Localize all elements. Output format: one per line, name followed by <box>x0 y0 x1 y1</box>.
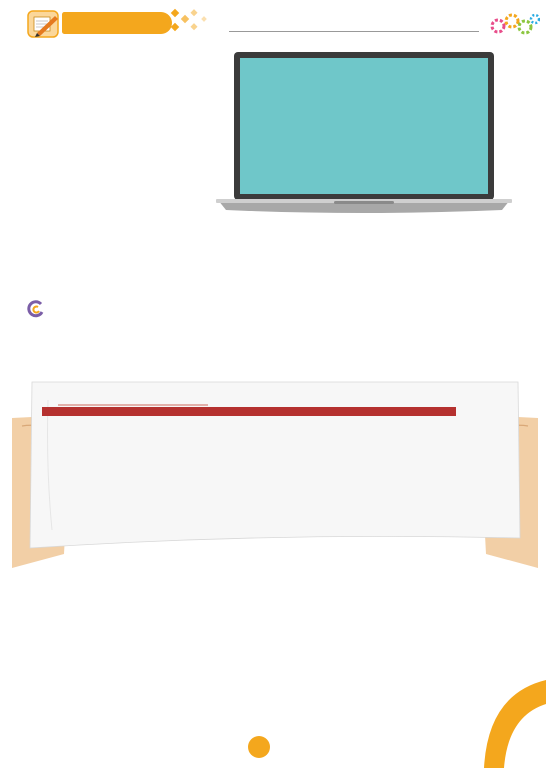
pencil-paper-icon <box>25 8 63 40</box>
decorative-squares-icon <box>160 6 220 38</box>
gears-icon <box>488 10 540 40</box>
laptop-pie-chart <box>216 50 512 215</box>
activity-badge <box>62 12 172 34</box>
qr-code[interactable] <box>424 700 480 756</box>
page-number <box>248 736 270 758</box>
example-swirl-icon <box>27 300 45 318</box>
newspaper-bar-chart <box>12 378 538 568</box>
title-underline <box>229 31 479 32</box>
decorative-swoosh <box>470 676 546 768</box>
